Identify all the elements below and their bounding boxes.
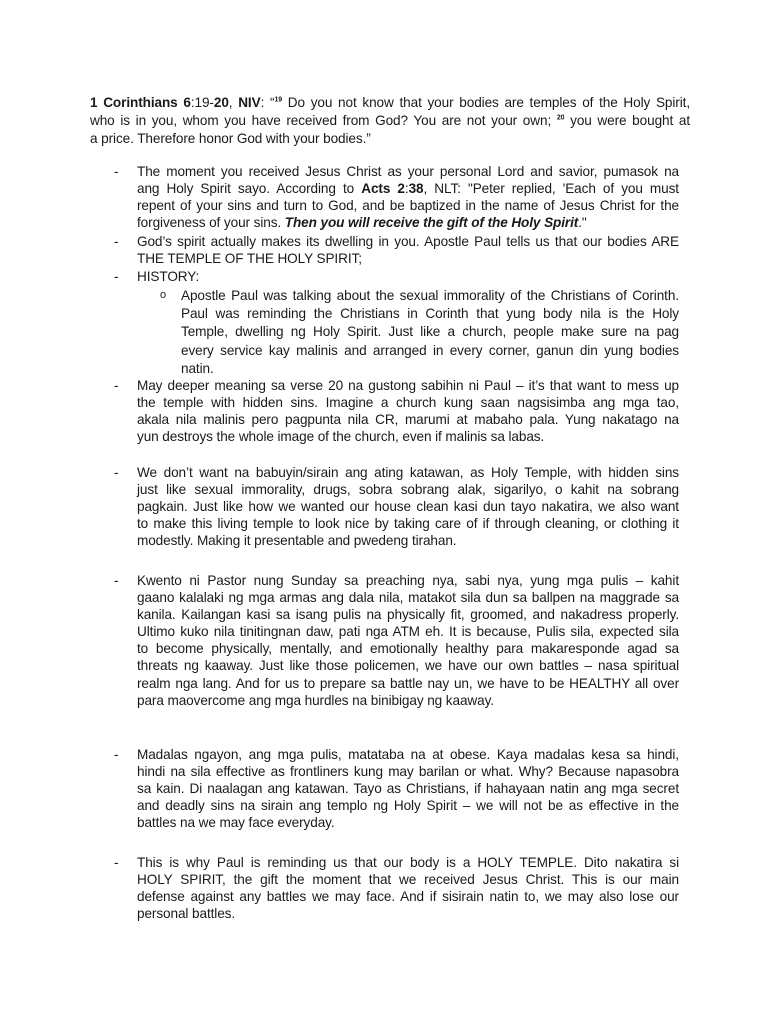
version-label: NIV (238, 95, 261, 110)
verse-number: 19 (274, 96, 283, 104)
bullet-text: May deeper meaning sa verse 20 na gustong sabihin ni Paul – it’s that want to mess up the temple with hidden sins. Imagine a church kung saan nagsisimba ang mga tao, akala nila malinis pero pagpunta nila CR, marumi at mabaho pala. Yung nakatago na yun destroys the whole image of the church, even if malinis sa labas. (137, 378, 679, 445)
emphasis-text: Then you will receive the gift of the Holy Spirit (284, 215, 579, 231)
circle-marker: o (160, 289, 167, 301)
dash-marker: - (114, 234, 119, 249)
dash-marker: - (114, 573, 119, 588)
dash-marker: - (114, 269, 119, 284)
sub-bullet-text: Apostle Paul was talking about the sexual immorality of the Christians of Corinth. Paul was reminding the Christians in Corinth that yung body nila is the Holy Temple, dwelling ng Holy Spirit. Just like a church, people make sure na pag every service kay malinis and arranged in every corner, ganun din yung bodies natin. (181, 288, 679, 376)
bullet-text: HISTORY: (137, 269, 200, 284)
bullet-text: This is why Paul is reminding us that our body is a HOLY TEMPLE. Dito nakatira si HOLY SPIRIT, the gift the moment that we received Jesus Christ. This is our main defense against any battles we may face. And if sisirain natin to, we may also lose our personal battles. (137, 855, 679, 922)
dash-marker: - (114, 465, 119, 480)
heading-line: who is in you, whom you have received from God? You are not your own; $^{20}$ you were bought at (90, 113, 690, 128)
dash-marker: - (114, 747, 119, 762)
bullet-text: The moment you received Jesus Christ as your personal Lord and savior, pumasok na ang Holy Spirit sayo. According to Acts 2:38, NLT: "Peter replied, 'Each of you must repent of your sins and turn to God, and be baptized in the name of Jesus Christ for the forgiveness of your sins. Then you will receive the gift of the Holy Spirit." (137, 164, 679, 231)
bullet-text: Madalas ngayon, ang mga pulis, matataba na at obese. Kaya madalas kesa sa hindi, hindi na sila effective as frontliners kung may barilan or what. Why? Because napasobra sa kain. Di naalagan ang katawan. Tayo as Christians, if hahayaan natin ang mga secret and deadly sins na sirain ang templo ng Holy Spirit – we will not be as effective in the battles na we may face everyday. (137, 747, 679, 831)
verse-number: 20 (556, 114, 565, 122)
scripture-heading (90, 94, 690, 148)
heading-line: 1 Corinthians 6:19-20, NIV: “$^{19}$ Do you not know that your bodies are temples of the Holy Spirit, (90, 95, 691, 110)
bullet-text: We don’t want na babuyin/sirain ang ating katawan, as Holy Temple, with hidden sins just like sexual immorality, drugs, sobra sobrang alak, sigarilyo, o kahit na sobrang pagkain. Just like how we wanted our house clean kasi dun tayo nakatira, we also want to make this living temple to look nice by taking care of if through cleaning, or clothing it modestly. Making it presentable and pwedeng tirahan. (137, 465, 679, 549)
bullet-text: Kwento ni Pastor nung Sunday sa preaching nya, sabi nya, yung mga pulis – kahit gaano kalalaki ng mga armas ang dala nila, matakot sila dun sa ballpen na maggrade sa kanila. Kailangan kasi sa isang pulis na physically fit, groomed, and nakadress properly. Ultimo kuko nila tinitingnan daw, pati nga ATM eh. It is because, Pulis sila, expected sila to become physically, mentally, and emotionally healthy para makaresponde agad sa threats ng kaaway. Just like those policemen, we have our own battles – nasa spiritual realm nga lang. And for us to prepare sa battle nay un, we have to be HEALTHY all over para maovercome ang mga hurdles na binibigay ng kaaway. (137, 573, 679, 708)
bullet-text: God’s spirit actually makes its dwelling in you. Apostle Paul tells us that our bodies ARE THE TEMPLE OF THE HOLY SPIRIT; (137, 234, 679, 267)
book-chapter: 1 Corinthians 6 (90, 95, 191, 110)
heading-line: a price. Therefore honor God with your bodies.” (90, 131, 371, 146)
dash-marker: - (114, 855, 119, 870)
dash-marker: - (114, 378, 119, 393)
dash-marker: - (114, 164, 119, 179)
